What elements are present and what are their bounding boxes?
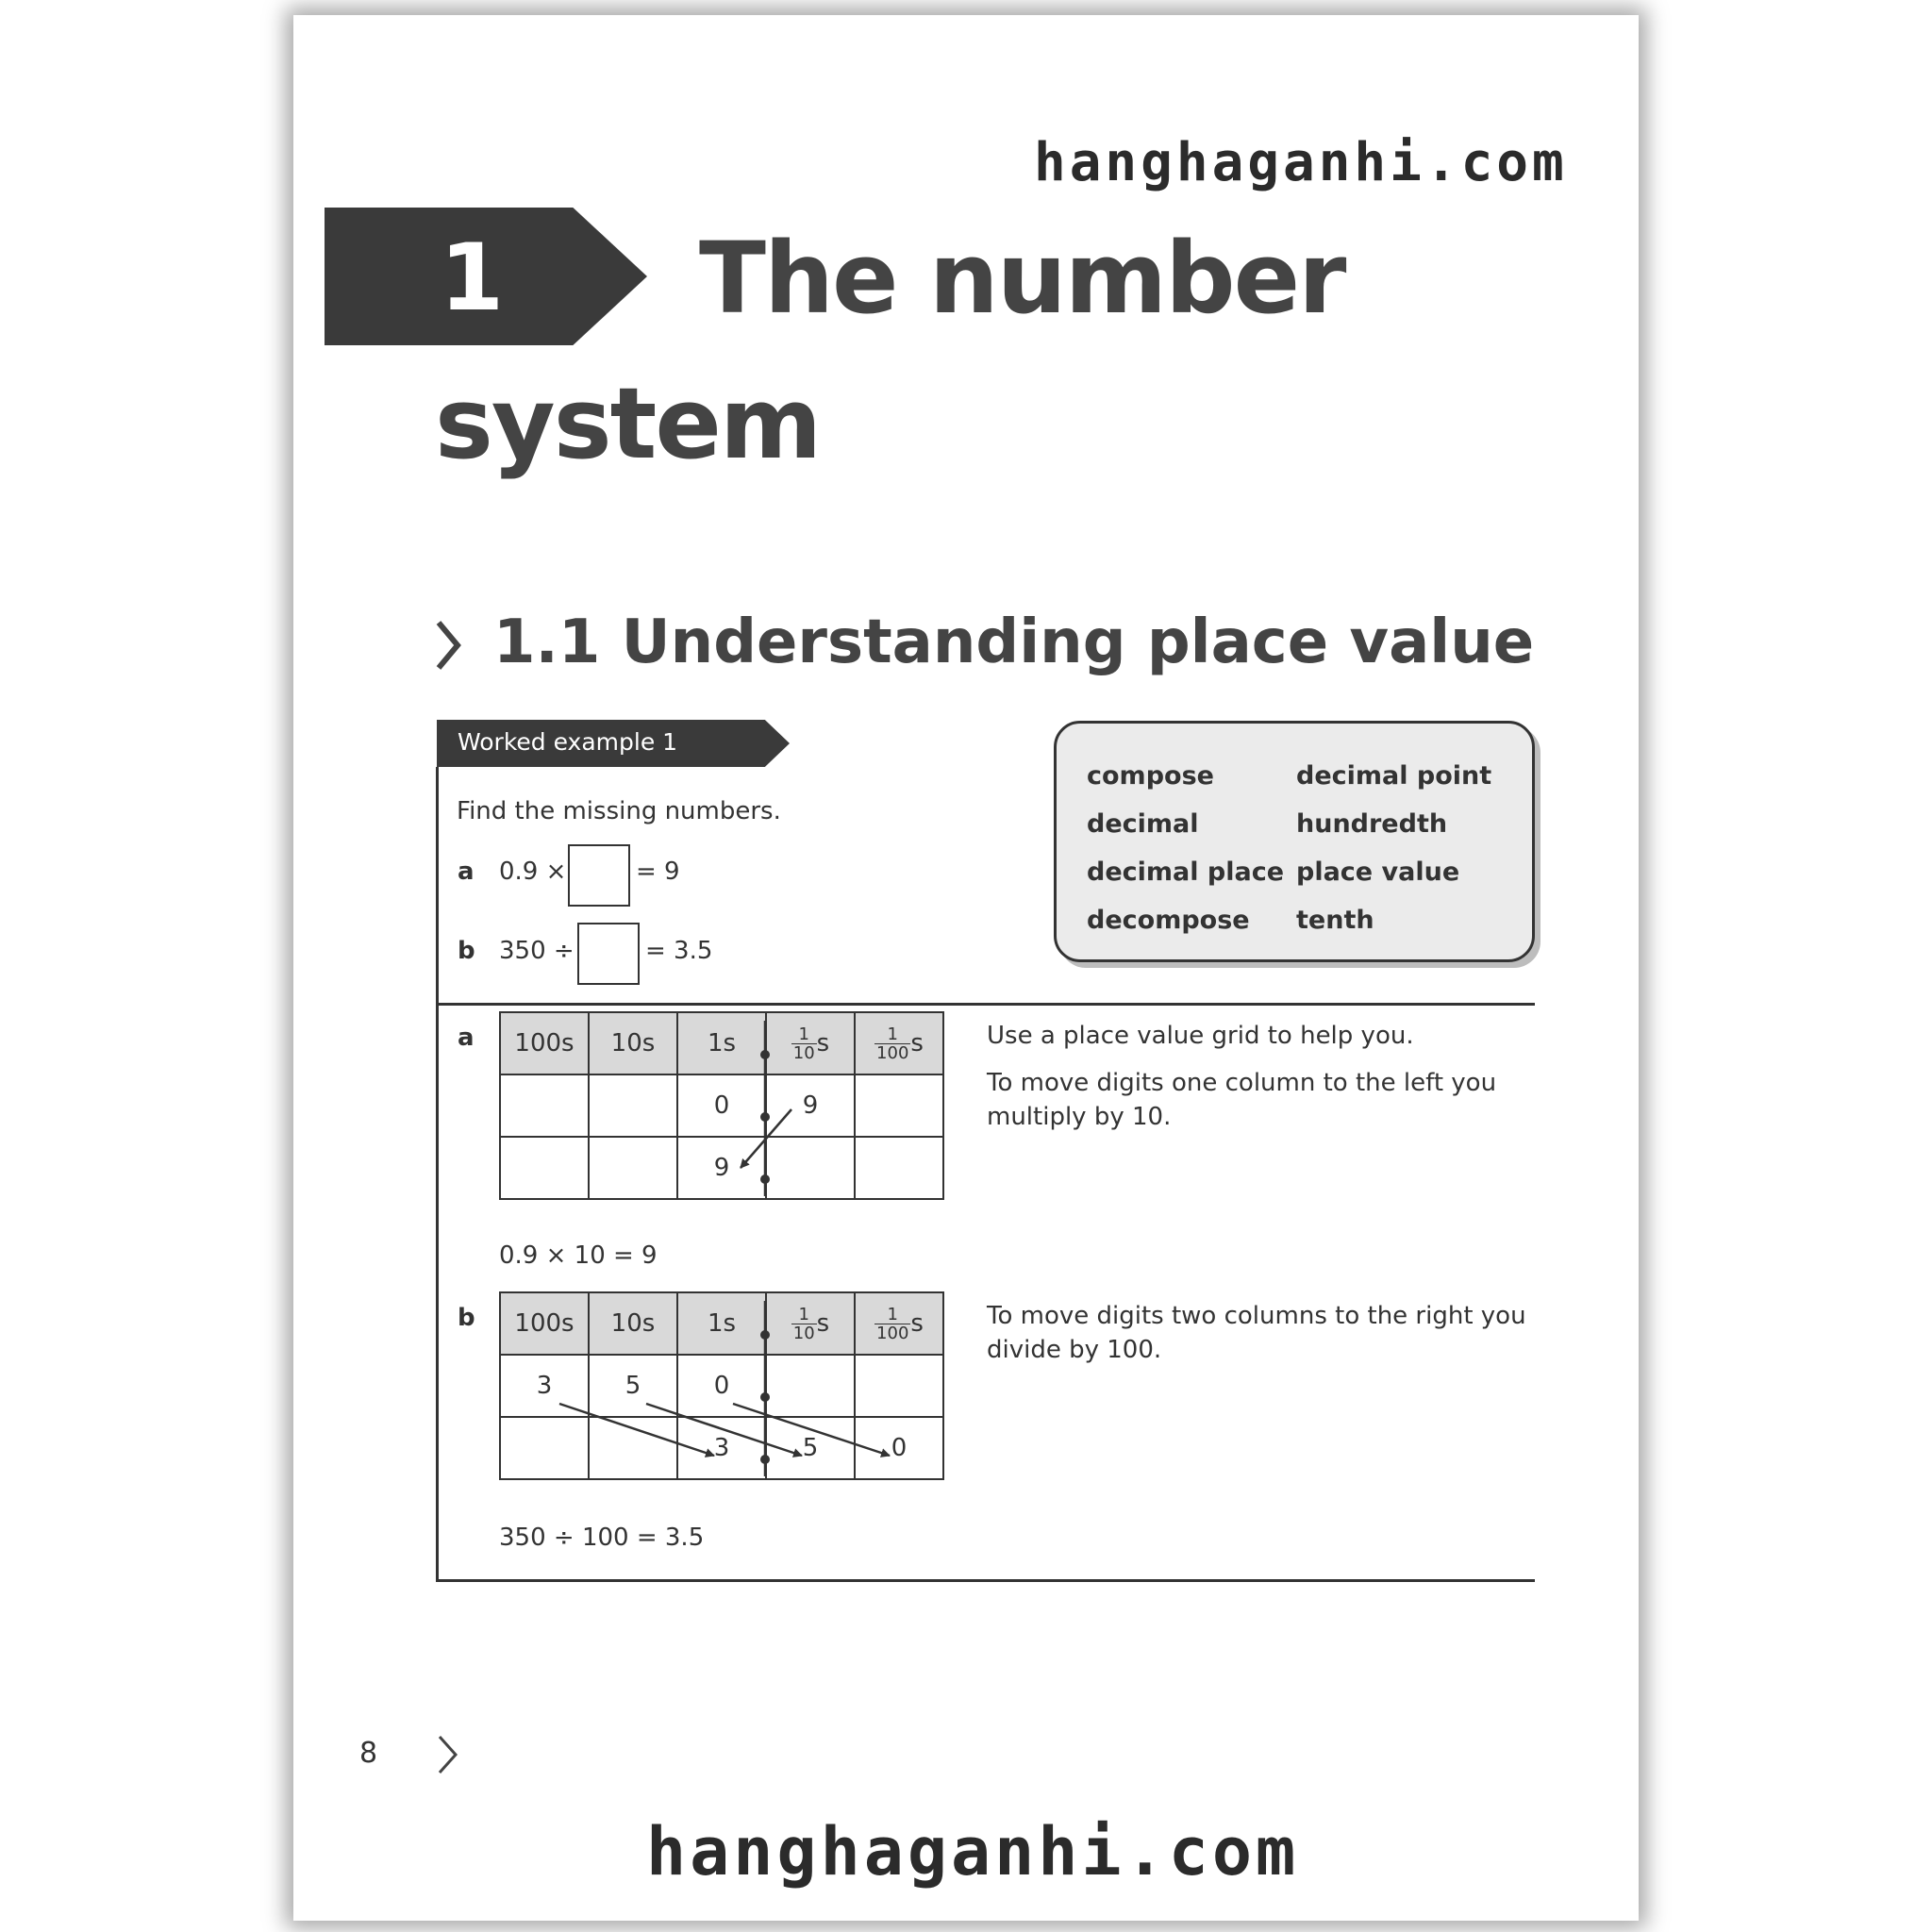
chevron-right-icon — [437, 1734, 459, 1775]
question-b-right: = 3.5 — [645, 937, 713, 965]
equation-a: 0.9 × 10 = 9 — [499, 1241, 658, 1270]
page-number: 8 — [359, 1737, 378, 1770]
grid-cell: 0 — [677, 1074, 766, 1137]
solution-a-letter: a — [458, 1024, 475, 1052]
decimal-point-line-b — [760, 1301, 770, 1476]
grid-cell: 5 — [766, 1417, 855, 1479]
question-b-letter: b — [458, 937, 475, 965]
grid-cell: 9 — [766, 1074, 855, 1137]
move-right-arrow — [646, 1404, 802, 1456]
question-b-left: 350 ÷ — [499, 937, 575, 965]
instruction-text: Find the missing numbers. — [457, 797, 781, 825]
header-ones: 1s — [677, 1012, 766, 1074]
fraction-numerator: 1 — [791, 1306, 817, 1324]
fraction-numerator: 1 — [874, 1306, 910, 1324]
question-a-letter: a — [458, 858, 475, 886]
header-tens: 10s — [589, 1012, 677, 1074]
header-suffix: s — [910, 1308, 924, 1338]
header-ones: 1s — [677, 1292, 766, 1355]
question-a-left: 0.9 × — [499, 858, 567, 886]
move-right-arrow — [733, 1404, 890, 1456]
note-b-line2: divide by 100. — [987, 1336, 1162, 1364]
grid-b-annotations — [293, 15, 1639, 1921]
grid-cell: 3 — [500, 1355, 589, 1417]
book-page — [293, 15, 1639, 1921]
vocab-term: place value — [1296, 858, 1460, 887]
grid-cell: 3 — [677, 1417, 766, 1479]
equation-b: 350 ÷ 100 = 3.5 — [499, 1524, 705, 1552]
question-a-right: = 9 — [636, 858, 680, 886]
fraction-denominator: 100 — [876, 1042, 909, 1063]
note-a-2-line1: To move digits one column to the left you — [987, 1069, 1497, 1097]
worked-example-label: Worked example 1 — [458, 728, 678, 756]
move-right-arrow — [559, 1404, 714, 1456]
vocab-term: decimal point — [1296, 761, 1492, 791]
watermark-top: hanghaganhi.com — [1034, 132, 1568, 193]
solution-b-letter: b — [458, 1304, 475, 1332]
note-b-line1: To move digits two columns to the right you — [987, 1302, 1526, 1330]
worked-example-bottom-border — [436, 1579, 1535, 1582]
header-hundreds: 100s — [500, 1012, 589, 1074]
note-a-1: Use a place value grid to help you. — [987, 1022, 1414, 1050]
watermark-bottom: hanghaganhi.com — [646, 1813, 1300, 1890]
vocab-term: compose — [1087, 761, 1214, 791]
chapter-number: 1 — [440, 225, 505, 332]
fraction-denominator: 10 — [792, 1323, 815, 1343]
header-suffix: s — [910, 1028, 924, 1058]
vocab-term: decimal — [1087, 809, 1199, 839]
grid-cell: 5 — [589, 1355, 677, 1417]
vocab-term: decompose — [1087, 906, 1250, 935]
vocab-term: decimal place — [1087, 858, 1285, 887]
grid-cell: 9 — [677, 1137, 766, 1199]
header-hundreds: 100s — [500, 1292, 589, 1355]
section-title: 1.1 Understanding place value — [493, 608, 1535, 677]
fraction-numerator: 1 — [791, 1025, 817, 1044]
header-tens: 10s — [589, 1292, 677, 1355]
vocab-term: tenth — [1296, 906, 1374, 935]
fraction-numerator: 1 — [874, 1025, 910, 1044]
fraction-denominator: 100 — [876, 1323, 909, 1343]
grid-cell: 0 — [677, 1355, 766, 1417]
fraction-denominator: 10 — [792, 1042, 815, 1063]
chapter-title-line2: system — [435, 366, 821, 481]
header-suffix: s — [816, 1028, 830, 1058]
note-a-2-line2: multiply by 10. — [987, 1103, 1172, 1131]
chapter-title-line1: The number — [699, 221, 1345, 336]
grid-cell: 0 — [855, 1417, 943, 1479]
vocab-term: hundredth — [1296, 809, 1448, 839]
header-suffix: s — [816, 1308, 830, 1338]
